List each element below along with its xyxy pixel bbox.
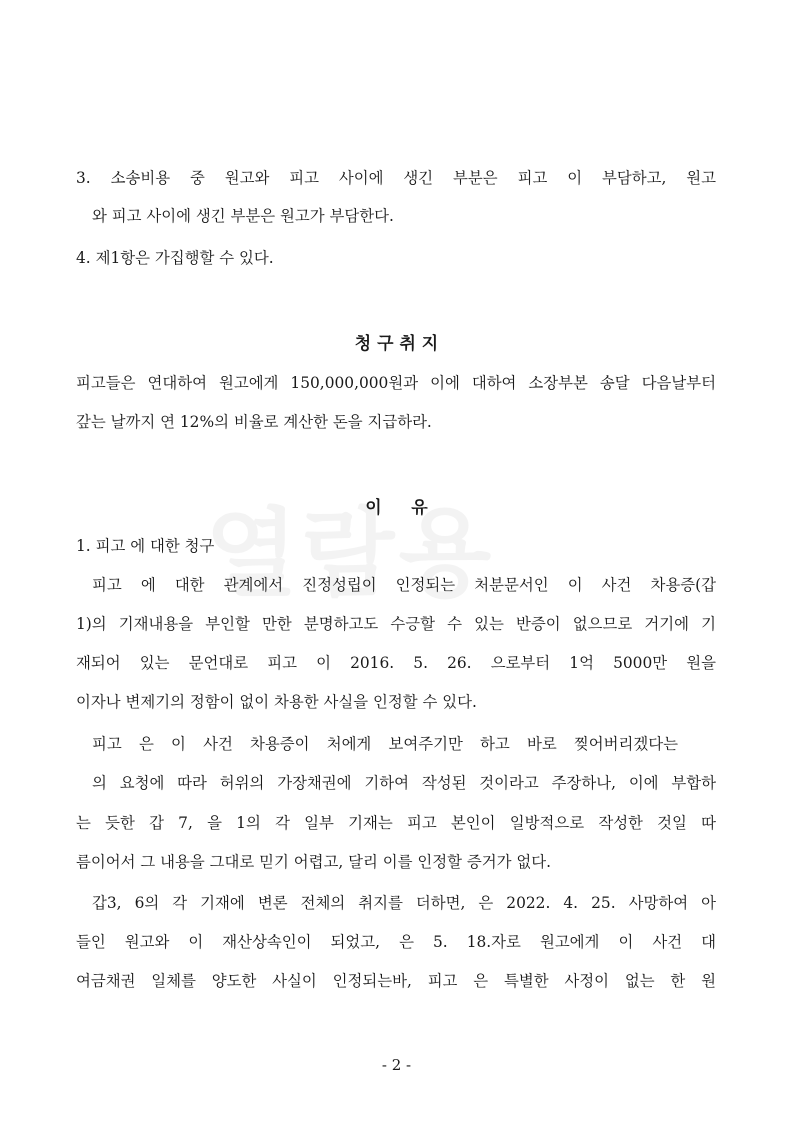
reasons-line11: 들인 원고와 이 재산상속인이 되었고, 은 5. 18.자로 원고에게 이 사건 대 xyxy=(76,933,716,951)
reasons-heading: 이 유 xyxy=(365,498,428,518)
reasons-line9: 름이어서 그 내용을 그대로 믿기 어렵고, 달리 이를 인정할 증거가 없다. xyxy=(76,853,551,871)
claim-heading: 청 구 취 지 xyxy=(354,334,439,354)
page-number: - 2 - xyxy=(381,1056,412,1074)
reasons-line1: 1. 피고 에 대한 청구 xyxy=(76,537,215,555)
reasons-line3: 1)의 기재내용을 부인할 만한 분명하고도 수긍할 수 있는 반증이 없으므로 거기에 기 xyxy=(76,615,716,633)
item4-line: 4. 제1항은 가집행할 수 있다. xyxy=(76,249,274,267)
reasons-line2: 피고 에 대한 관계에서 진정성립이 인정되는 처분문서인 이 사건 차용증(갑 xyxy=(92,576,716,594)
reasons-line6: 피고 은 이 사건 차용증이 처에게 보여주기만 하고 바로 찢어버리겠다는 xyxy=(92,735,678,753)
claim-line1: 피고들은 연대하여 원고에게 150,000,000원과 이에 대하여 소장부본 송달 다음날부터 xyxy=(76,374,716,392)
item3-line1: 3. 소송비용 중 원고와 피고 사이에 생긴 부분은 피고 이 부담하고, 원고 xyxy=(76,169,716,187)
reasons-line7: 의 요청에 따라 허위의 가장채권에 기하여 작성된 것이라고 주장하나, 이에 부합하 xyxy=(92,774,716,792)
reasons-line4: 재되어 있는 문언대로 피고 이 2016. 5. 26. 으로부터 1억 5000만 원을 xyxy=(76,654,716,672)
reasons-line10: 갑3, 6의 각 기재에 변론 전체의 취지를 더하면, 은 2022. 4. 25. 사망하여 아 xyxy=(92,894,716,912)
claim-line2: 갚는 날까지 연 12%의 비율로 계산한 돈을 지급하라. xyxy=(76,413,432,431)
reasons-line5: 이자나 변제기의 정함이 없이 차용한 사실을 인정할 수 있다. xyxy=(76,693,477,711)
item3-line2: 와 피고 사이에 생긴 부분은 원고가 부담한다. xyxy=(92,207,394,225)
reasons-line12: 여금채권 일체를 양도한 사실이 인정되는바, 피고 은 특별한 사정이 없는 한 원 xyxy=(76,972,716,990)
reasons-line8: 는 듯한 갑 7, 을 1의 각 일부 기재는 피고 본인이 일방적으로 작성한 것일 따 xyxy=(76,814,716,832)
